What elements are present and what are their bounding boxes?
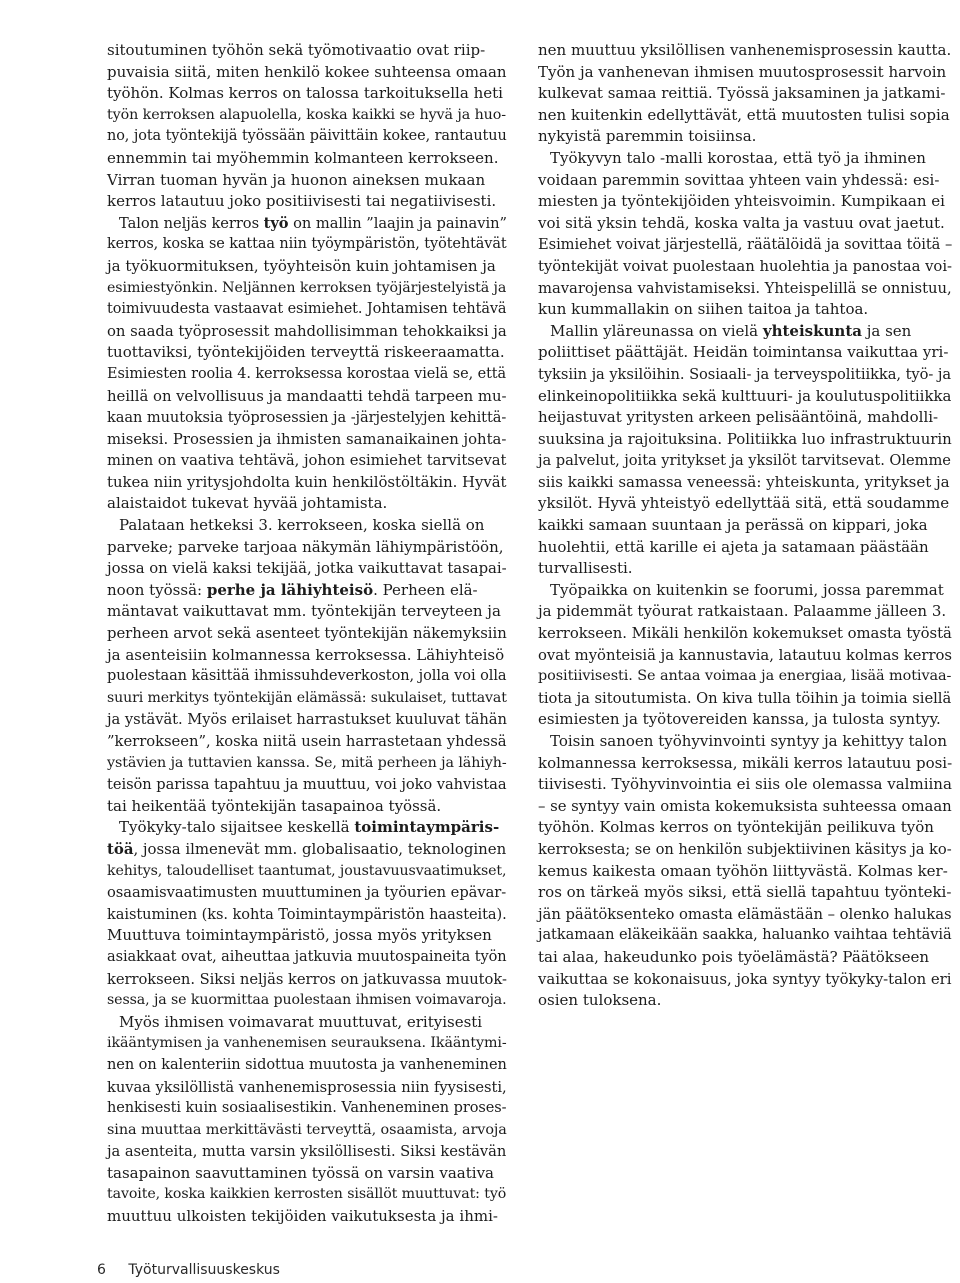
text-line — [107, 472, 507, 494]
text-line — [538, 493, 952, 515]
page-number: 6 — [97, 1262, 106, 1278]
text-line — [107, 321, 507, 343]
text-line — [107, 105, 507, 127]
text-line — [538, 645, 952, 667]
text-line — [107, 1206, 507, 1228]
text-line — [107, 645, 507, 667]
text-run: jossa on vielä kaksi tekijää, jotka vaikuttavat tasapai- — [107, 559, 507, 578]
text-run: puolestaan käsittää ihmissuhdeverkoston, jolla voi olla — [107, 668, 507, 685]
text-run: nen muuttuu yksilöllisen vanhenemisprosessin kautta. — [538, 41, 952, 59]
text-run: Esimiehet voivat järjestellä, räätälöidä ja sovittaa töitä – — [538, 236, 953, 254]
text-line — [107, 774, 507, 796]
text-line — [538, 688, 952, 710]
text-line — [107, 386, 507, 408]
text-run: noon työssä: — [107, 580, 207, 599]
text-line — [107, 709, 507, 731]
text-run: esimiestyönkin. Neljännen kerroksen työjärjestelyistä ja — [107, 279, 507, 296]
text-run: teisön parissa tapahtuu ja muuttuu, voi joko vahvistaa — [107, 776, 507, 794]
text-line — [538, 62, 952, 84]
text-line — [538, 623, 952, 645]
text-line — [538, 580, 952, 602]
text-run: työntekijät voivat puolestaan huolehtia ja panostaa voi- — [538, 257, 953, 275]
text-run: työhön. Kolmas kerros on talossa tarkoituksella heti — [107, 84, 503, 103]
text-run: kerrokseen. Siksi neljäs kerros on jatkuvassa muutok- — [107, 970, 507, 988]
right-text-column — [538, 40, 952, 1012]
text-line — [107, 493, 507, 515]
text-run: nykyistä paremmin toisiinsa. — [538, 127, 757, 146]
text-line — [538, 321, 952, 343]
text-line — [107, 62, 507, 84]
text-run: , jossa ilmenevät mm. globalisaatio, teknologinen — [133, 839, 507, 858]
text-run: mäntavat vaikuttavat mm. työntekijän terveyteen ja — [107, 602, 501, 621]
text-run: on saada työprosessit mahdollisimman tehokkaiksi ja — [107, 321, 507, 340]
text-line — [538, 861, 952, 883]
text-line — [107, 429, 507, 451]
text-run: no, jota työntekijä työssään päivittäin kokee, rantautuu — [107, 128, 507, 145]
text-line — [107, 364, 507, 386]
text-line — [538, 731, 952, 753]
text-run: tavoite, koska kaikkien kerrosten sisällöt muuttuvat: työ — [107, 1186, 507, 1203]
text-line — [538, 774, 952, 796]
text-line — [538, 105, 952, 127]
text-run: puvaisia siitä, miten henkilö kokee suhteensa omaan — [107, 62, 507, 81]
text-line — [107, 1141, 507, 1163]
text-line — [107, 925, 507, 947]
text-run: Virran tuoman hyvän ja huonon aineksen mukaan — [107, 170, 486, 189]
text-line — [538, 386, 952, 408]
text-line — [107, 170, 507, 192]
text-run: esimiesten ja työtovereiden kanssa, ja tulosta syntyy. — [538, 710, 941, 729]
text-run: kuvaa yksilöllistä vanhenemisprosessia niin fyysisesti, — [107, 1078, 507, 1096]
text-run: jatkamaan eläkeikään saakka, haluanko vaihtaa tehtäviä — [538, 927, 952, 944]
text-line — [107, 407, 507, 429]
text-line — [538, 472, 952, 494]
text-line — [538, 234, 952, 256]
text-run: perheen arvot sekä asenteet työntekijän näkemyksiin — [107, 625, 507, 643]
text-run: elinkeinopolitiikka sekä kulttuuri- ja koulutuspolitiikka — [538, 386, 952, 405]
page-footer — [97, 1262, 280, 1278]
text-run: toimivuudesta vastaavat esimiehet. Johtamisen tehtävä — [107, 301, 507, 318]
text-line — [538, 839, 952, 861]
text-run: parveke; parveke tarjoaa näkymän lähiympäristöön, — [107, 537, 504, 556]
text-line — [107, 817, 507, 839]
text-line — [107, 256, 507, 278]
text-run: Mallin yläreunassa on vielä — [550, 321, 763, 340]
text-line — [107, 688, 507, 710]
text-run: minen on vaativa tehtävä, johon esimiehet tarvitsevat — [107, 452, 507, 470]
text-run: kulkevat samaa reittiä. Työssä jaksaminen ja jatkami- — [538, 84, 946, 103]
text-line — [538, 126, 952, 148]
text-run: ”kerrokseen”, koska niitä usein harrastetaan yhdessä — [107, 733, 507, 750]
text-run: voidaan paremmin sovittaa yhteen vain yhdessä: esi- — [538, 170, 940, 189]
text-line — [107, 148, 507, 170]
text-line — [538, 666, 952, 688]
text-run: muuttuu ulkoisten tekijöiden vaikutuksesta ja ihmi- — [107, 1207, 498, 1226]
text-run: on mallin ”laajin ja painavin” — [288, 214, 507, 232]
text-run: ovat myönteisiä ja kannustavia, latautuu kolmas kerros — [538, 646, 952, 664]
text-run: kun kummallakin on siihen taitoa ja tahtoa. — [538, 300, 869, 319]
text-run: tyksiin ja yksilöihin. Sosiaali- ja terveyspolitiikka, työ- ja — [538, 365, 952, 383]
text-line — [107, 83, 507, 105]
text-line — [107, 1055, 507, 1077]
text-line — [107, 1120, 507, 1142]
text-line — [107, 234, 507, 256]
text-line — [107, 904, 507, 926]
text-run: alaistaidot tukevat hyvää johtamista. — [107, 494, 388, 513]
text-run: työhön. Kolmas kerros on työntekijän peilikuva työn — [538, 818, 934, 837]
text-line — [538, 515, 952, 537]
text-run: ja työkuormituksen, työyhteisön kuin johtamisen ja — [107, 256, 496, 275]
text-line — [107, 537, 507, 559]
text-line — [538, 213, 952, 235]
bold-term: perhe ja lähiyhteisö — [206, 580, 374, 599]
text-run: kerros latautuu joko positiivisesti tai negatiivisesti. — [107, 192, 497, 211]
text-run: ystävien ja tuttavien kanssa. Se, mitä perheen ja lähiyh- — [107, 754, 507, 771]
text-line — [107, 1184, 507, 1206]
text-line — [538, 342, 952, 364]
text-run: tai alaa, hakeudunko pois työelämästä? Päätökseen — [538, 947, 929, 966]
text-run: suuri merkitys työntekijän elämässä: sukulaiset, tuttavat — [107, 689, 507, 706]
text-line — [107, 839, 507, 861]
text-run: ja palvelut, joita yritykset ja yksilöt tarvitsevat. Olemme — [538, 452, 951, 470]
text-run: kaikki samaan suuntaan ja perässä on kippari, joka — [538, 516, 928, 535]
text-run: mavarojensa vahvistamiseksi. Yhteispelillä se onnistuu, — [538, 279, 952, 297]
text-line — [538, 947, 952, 969]
text-run: kolmannessa kerroksessa, mikäli kerros latautuu posi- — [538, 753, 953, 772]
text-run: sitoutuminen työhön sekä työmotivaatio ovat riip- — [107, 41, 486, 59]
text-line — [538, 925, 952, 947]
text-line — [538, 191, 952, 213]
text-line — [107, 126, 507, 148]
text-run: tukea niin yritysjohdolta kuin henkilöstöltäkin. Hyvät — [107, 472, 507, 491]
text-run: Muuttuva toimintaympäristö, jossa myös yrityksen — [107, 926, 492, 945]
bold-term: töä — [107, 839, 134, 858]
text-line — [107, 342, 507, 364]
text-run: sina muuttaa merkittävästi terveyttä, osaamista, arvoja — [107, 1121, 507, 1138]
text-run: – se syntyy vain omista kokemuksista suhteessa omaan — [538, 796, 952, 815]
text-run: ja asenteisiin kolmannessa kerroksessa. Lähiyhteisö — [107, 645, 505, 664]
text-line — [538, 601, 952, 623]
text-line — [107, 299, 507, 321]
text-line — [107, 882, 507, 904]
text-line — [107, 515, 507, 537]
text-line — [538, 558, 952, 580]
text-run: voi sitä yksin tehdä, koska valta ja vastuu ovat jaetut. — [538, 213, 945, 232]
text-line — [538, 796, 952, 818]
text-run: nen on kalenteriin sidottua muutosta ja vanheneminen — [107, 1056, 507, 1073]
text-line — [538, 904, 952, 926]
text-run: siis kaikki samassa veneessä: yhteiskunta, yritykset ja — [538, 472, 950, 491]
text-run: Työpaikka on kuitenkin se foorumi, jossa paremmat — [550, 580, 944, 599]
text-run: Toisin sanoen työhyvinvointi syntyy ja kehittyy talon — [550, 732, 947, 750]
text-line — [107, 40, 507, 62]
text-line — [107, 947, 507, 969]
text-line — [538, 990, 952, 1012]
text-run: osien tuloksena. — [538, 991, 662, 1010]
text-line — [538, 537, 952, 559]
text-line — [107, 1033, 507, 1055]
text-run: kemus kaikesta omaan työhön liittyvästä. Kolmas ker- — [538, 861, 948, 880]
left-text-column — [107, 40, 507, 1228]
text-line — [538, 278, 952, 300]
text-line — [107, 580, 507, 602]
text-line — [107, 753, 507, 775]
text-line — [538, 817, 952, 839]
text-line — [107, 666, 507, 688]
text-line — [107, 601, 507, 623]
text-run: Palataan hetkeksi 3. kerrokseen, koska siellä on — [119, 516, 485, 535]
text-line — [538, 40, 952, 62]
text-line — [107, 796, 507, 818]
text-run: Työn ja vanhenevan ihmisen muutosprosessit harvoin — [538, 62, 947, 81]
text-run: Työkyvyn talo -malli korostaa, että työ ja ihminen — [550, 148, 926, 167]
text-run: heijastuvat yritysten arkeen pelisääntöinä, mahdolli- — [538, 408, 939, 427]
text-run: miesten ja työntekijöiden yhteisvoimin. Kumpikaan ei — [538, 192, 945, 211]
text-run: tiota ja sitoutumista. On kiva tulla töihin ja toimia siellä — [538, 689, 952, 707]
text-line — [107, 1098, 507, 1120]
text-run: työn kerroksen alapuolella, koska kaikki se hyvä ja huo- — [107, 106, 507, 123]
bold-term: yhteiskunta — [762, 321, 862, 340]
text-run: tasapainon saavuttaminen työssä on varsin vaativa — [107, 1163, 494, 1182]
text-line — [107, 1163, 507, 1185]
text-line — [107, 1012, 507, 1034]
text-run: miseksi. Prosessien ja ihmisten samanaikainen johta- — [107, 429, 507, 448]
publisher-name: Työturvallisuuskeskus — [128, 1262, 280, 1278]
text-line — [538, 882, 952, 904]
text-line — [107, 990, 507, 1012]
text-run: turvallisesti. — [538, 559, 633, 578]
text-line — [538, 148, 952, 170]
text-run: yksilöt. Hyvä yhteistyö edellyttää sitä, että soudamme — [538, 494, 950, 513]
text-run: kerrokseen. Mikäli henkilön kokemukset omasta työstä — [538, 625, 952, 643]
text-run: ikääntymisen ja vanhenemisen seurauksena. Ikääntymi- — [107, 1035, 507, 1052]
text-line — [538, 83, 952, 105]
text-run: ja sen — [861, 321, 912, 340]
text-line — [538, 709, 952, 731]
text-line — [107, 969, 507, 991]
text-run: henkisesti kuin sosiaalisestikin. Vanheneminen proses- — [107, 1100, 507, 1117]
text-run: Työkyky-talo sijaitsee keskellä — [119, 818, 355, 837]
text-run: nen kuitenkin edellyttävät, että muutosten tulisi sopia — [538, 105, 950, 124]
text-run: ros on tärkeä myös siksi, että siellä tapahtuu työnteki- — [538, 883, 952, 902]
text-run: sessa, ja se kuormittaa puolestaan ihmisen voimavaroja. — [107, 992, 507, 1009]
text-run: kaan muutoksia työprosessien ja -järjestelyjen kehittä- — [107, 409, 507, 427]
bold-term: toimintaympäris- — [354, 818, 500, 837]
text-run: kehitys, taloudelliset taantumat, joustavuusvaatimukset, — [107, 862, 507, 879]
text-run: kerroksesta; se on henkilön subjektiivinen käsitys ja ko- — [538, 840, 952, 858]
text-run: suuksina ja rajoituksina. Politiikka luo infrastruktuurin — [538, 429, 952, 448]
text-run: Esimiesten roolia 4. kerroksessa korostaa vielä se, että — [107, 365, 507, 382]
text-line — [538, 299, 952, 321]
text-run: ja pidemmät työurat ratkaistaan. Palaamme jälleen 3. — [538, 602, 947, 621]
text-run: vaikuttaa se kokonaisuus, joka syntyy työkyky-talon eri — [538, 969, 952, 988]
text-run: kerros, koska se kattaa niin työympäristön, työtehtävät — [107, 236, 507, 253]
text-line — [538, 450, 952, 472]
text-run: huolehtii, että karille ei ajeta ja satamaan päästään — [538, 537, 929, 556]
text-run: asiakkaat ovat, aiheuttaa jatkuvia muutospaineita työn — [107, 948, 507, 965]
text-line — [107, 623, 507, 645]
text-run: tai heikentää työntekijän tasapainoa työssä. — [107, 796, 442, 815]
text-run: . Perheen elä- — [373, 580, 478, 599]
text-line — [107, 450, 507, 472]
text-line — [538, 969, 952, 991]
text-line — [538, 256, 952, 278]
text-run: Talon neljäs kerros — [119, 214, 264, 232]
text-line — [538, 364, 952, 386]
text-run: kaistuminen (ks. kohta Toimintaympäristön haasteita). — [107, 905, 507, 923]
bold-term: työ — [263, 214, 289, 232]
text-run: poliittiset päättäjät. Heidän toimintansa vaikuttaa yri- — [538, 343, 949, 362]
text-run: Myös ihmisen voimavarat muuttuvat, erityisesti — [119, 1012, 483, 1031]
text-line — [538, 170, 952, 192]
text-line — [107, 213, 507, 235]
text-line — [107, 731, 507, 753]
text-run: heillä on velvollisuus ja mandaatti tehdä tarpeen mu- — [107, 386, 507, 405]
text-line — [107, 1077, 507, 1099]
text-line — [538, 753, 952, 775]
text-line — [107, 558, 507, 580]
text-run: osaamisvaatimusten muuttuminen ja työurien epävar- — [107, 884, 507, 902]
text-line — [107, 861, 507, 883]
text-run: tiivisesti. Työhyvinvointia ei siis ole olemassa valmiina — [538, 775, 952, 794]
text-line — [107, 278, 507, 300]
text-run: ja asenteita, mutta varsin yksilöllisesti. Siksi kestävän — [107, 1143, 507, 1161]
text-run: ja ystävät. Myös erilaiset harrastukset kuuluvat tähän — [107, 711, 507, 729]
text-line — [538, 407, 952, 429]
text-line — [107, 191, 507, 213]
text-run: tuottaviksi, työntekijöiden terveyttä riskeeraamatta. — [107, 343, 505, 362]
text-line — [538, 429, 952, 451]
text-run: positiivisesti. Se antaa voimaa ja energiaa, lisää motivaa- — [538, 668, 952, 685]
text-run: jän päätöksenteko omasta elämästään – olenko halukas — [538, 905, 952, 923]
text-run: ennemmin tai myöhemmin kolmanteen kerrokseen. — [107, 148, 499, 167]
